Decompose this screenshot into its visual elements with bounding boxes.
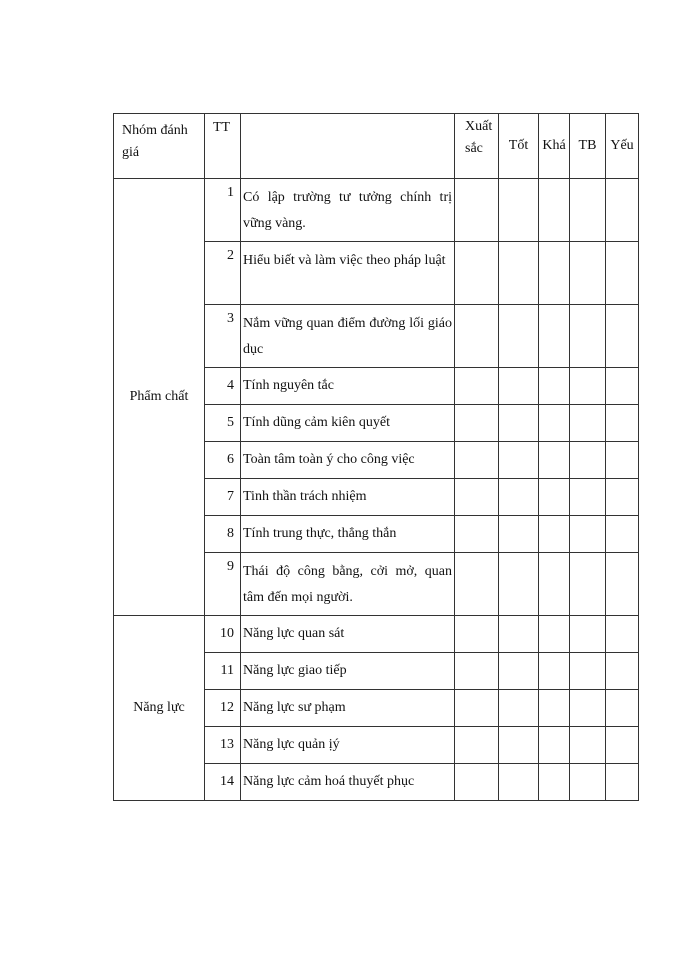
- rating-kha-cell[interactable]: [539, 305, 570, 368]
- rating-xuat-sac-cell[interactable]: [455, 727, 499, 764]
- row-number: 4: [205, 368, 241, 405]
- rating-yeu-cell[interactable]: [606, 690, 639, 727]
- rating-kha-cell[interactable]: [539, 442, 570, 479]
- rating-tb-cell[interactable]: [570, 516, 606, 553]
- rating-tot-cell[interactable]: [499, 479, 539, 516]
- criterion-text: Hiểu biết và làm việc theo pháp luật: [241, 242, 455, 305]
- criterion-text: Tinh thần trách nhiệm: [241, 479, 455, 516]
- rating-xuat-sac-cell[interactable]: [455, 553, 499, 616]
- rating-yeu-cell[interactable]: [606, 305, 639, 368]
- row-number: 10: [205, 616, 241, 653]
- rating-tb-cell[interactable]: [570, 616, 606, 653]
- evaluation-table: [113, 113, 639, 801]
- rating-xuat-sac-cell[interactable]: [455, 764, 499, 801]
- rating-xuat-sac-cell[interactable]: [455, 690, 499, 727]
- criterion-text: Năng lực cảm hoá thuyết phục: [241, 764, 455, 801]
- rating-kha-cell[interactable]: [539, 553, 570, 616]
- header-row: [114, 114, 639, 179]
- rating-yeu-cell[interactable]: [606, 179, 639, 242]
- rating-tot-cell[interactable]: [499, 616, 539, 653]
- rating-tot-cell[interactable]: [499, 690, 539, 727]
- rating-yeu-cell[interactable]: [606, 405, 639, 442]
- criterion-text: Thái độ công bằng, cởi mở, quan tâm đến mọi người.: [241, 553, 455, 616]
- rating-tb-cell[interactable]: [570, 727, 606, 764]
- rating-xuat-sac-cell[interactable]: [455, 516, 499, 553]
- criterion-text: Năng lực quản ịý: [241, 727, 455, 764]
- rating-tb-cell[interactable]: [570, 305, 606, 368]
- row-number: 2: [205, 242, 241, 305]
- rating-tot-cell[interactable]: [499, 179, 539, 242]
- rating-tot-cell[interactable]: [499, 764, 539, 801]
- rating-kha-cell[interactable]: [539, 764, 570, 801]
- rating-kha-cell[interactable]: [539, 516, 570, 553]
- row-number: 13: [205, 727, 241, 764]
- rating-yeu-cell[interactable]: [606, 516, 639, 553]
- header-tb: TB: [570, 114, 606, 179]
- header-group: Nhóm đánh giá: [114, 114, 205, 179]
- rating-xuat-sac-cell[interactable]: [455, 368, 499, 405]
- criterion-text: Năng lực sư phạm: [241, 690, 455, 727]
- rating-xuat-sac-cell[interactable]: [455, 653, 499, 690]
- criterion-text: Năng lực quan sát: [241, 616, 455, 653]
- header-xuat-sac: [455, 114, 499, 179]
- header-xuat-sac-text: Xuất sắc: [465, 119, 493, 156]
- group-pham-chat: Phẩm chất: [114, 179, 205, 616]
- row-number: 3: [205, 305, 241, 368]
- rating-kha-cell[interactable]: [539, 368, 570, 405]
- rating-yeu-cell[interactable]: [606, 368, 639, 405]
- header-yeu: Yếu: [606, 114, 639, 179]
- row-number: 7: [205, 479, 241, 516]
- rating-xuat-sac-cell[interactable]: [455, 442, 499, 479]
- rating-tb-cell[interactable]: [570, 179, 606, 242]
- rating-tot-cell[interactable]: [499, 405, 539, 442]
- rating-tb-cell[interactable]: [570, 242, 606, 305]
- rating-yeu-cell[interactable]: [606, 727, 639, 764]
- row-number: 8: [205, 516, 241, 553]
- row-number: 1: [205, 179, 241, 242]
- rating-xuat-sac-cell[interactable]: [455, 616, 499, 653]
- criterion-text: Nắm vững quan điểm đường lối giáo dục: [241, 305, 455, 368]
- rating-tot-cell[interactable]: [499, 242, 539, 305]
- rating-yeu-cell[interactable]: [606, 242, 639, 305]
- row-number: 12: [205, 690, 241, 727]
- table-row: [114, 616, 639, 653]
- rating-tb-cell[interactable]: [570, 405, 606, 442]
- header-tot: Tốt: [499, 114, 539, 179]
- criterion-text: Có lập trường tư tưởng chính trị vững vàng.: [241, 179, 455, 242]
- rating-tot-cell[interactable]: [499, 442, 539, 479]
- row-number: 11: [205, 653, 241, 690]
- rating-yeu-cell[interactable]: [606, 653, 639, 690]
- rating-yeu-cell[interactable]: [606, 764, 639, 801]
- header-criteria: [241, 114, 455, 179]
- rating-tot-cell[interactable]: [499, 516, 539, 553]
- rating-kha-cell[interactable]: [539, 653, 570, 690]
- rating-yeu-cell[interactable]: [606, 553, 639, 616]
- rating-kha-cell[interactable]: [539, 405, 570, 442]
- rating-xuat-sac-cell[interactable]: [455, 179, 499, 242]
- rating-kha-cell[interactable]: [539, 690, 570, 727]
- rating-yeu-cell[interactable]: [606, 442, 639, 479]
- row-number: 14: [205, 764, 241, 801]
- rating-tb-cell[interactable]: [570, 368, 606, 405]
- row-number: 6: [205, 442, 241, 479]
- rating-kha-cell[interactable]: [539, 727, 570, 764]
- rating-tb-cell[interactable]: [570, 442, 606, 479]
- header-tt: TT: [205, 114, 241, 179]
- rating-tot-cell[interactable]: [499, 653, 539, 690]
- rating-kha-cell[interactable]: [539, 242, 570, 305]
- criterion-text: Tính dũng cảm kiên quyết: [241, 405, 455, 442]
- rating-tot-cell[interactable]: [499, 553, 539, 616]
- rating-kha-cell[interactable]: [539, 616, 570, 653]
- rating-tot-cell[interactable]: [499, 305, 539, 368]
- rating-yeu-cell[interactable]: [606, 616, 639, 653]
- rating-kha-cell[interactable]: [539, 479, 570, 516]
- rating-tot-cell[interactable]: [499, 727, 539, 764]
- row-number: 5: [205, 405, 241, 442]
- table-row: [114, 179, 639, 242]
- rating-tb-cell[interactable]: [570, 479, 606, 516]
- criterion-text: Tính trung thực, thẳng thắn: [241, 516, 455, 553]
- rating-xuat-sac-cell[interactable]: [455, 479, 499, 516]
- rating-tb-cell[interactable]: [570, 690, 606, 727]
- criterion-text: Năng lực giao tiếp: [241, 653, 455, 690]
- row-number: 9: [205, 553, 241, 616]
- criterion-text: Toàn tâm toàn ý cho công việc: [241, 442, 455, 479]
- rating-tot-cell[interactable]: [499, 368, 539, 405]
- group-nang-luc: Năng lực: [114, 616, 205, 801]
- rating-kha-cell[interactable]: [539, 179, 570, 242]
- rating-xuat-sac-cell[interactable]: [455, 405, 499, 442]
- rating-xuat-sac-cell[interactable]: [455, 305, 499, 368]
- criterion-text: Tính nguyên tắc: [241, 368, 455, 405]
- rating-tb-cell[interactable]: [570, 653, 606, 690]
- header-kha: Khá: [539, 114, 570, 179]
- rating-yeu-cell[interactable]: [606, 479, 639, 516]
- rating-xuat-sac-cell[interactable]: [455, 242, 499, 305]
- rating-tb-cell[interactable]: [570, 553, 606, 616]
- rating-tb-cell[interactable]: [570, 764, 606, 801]
